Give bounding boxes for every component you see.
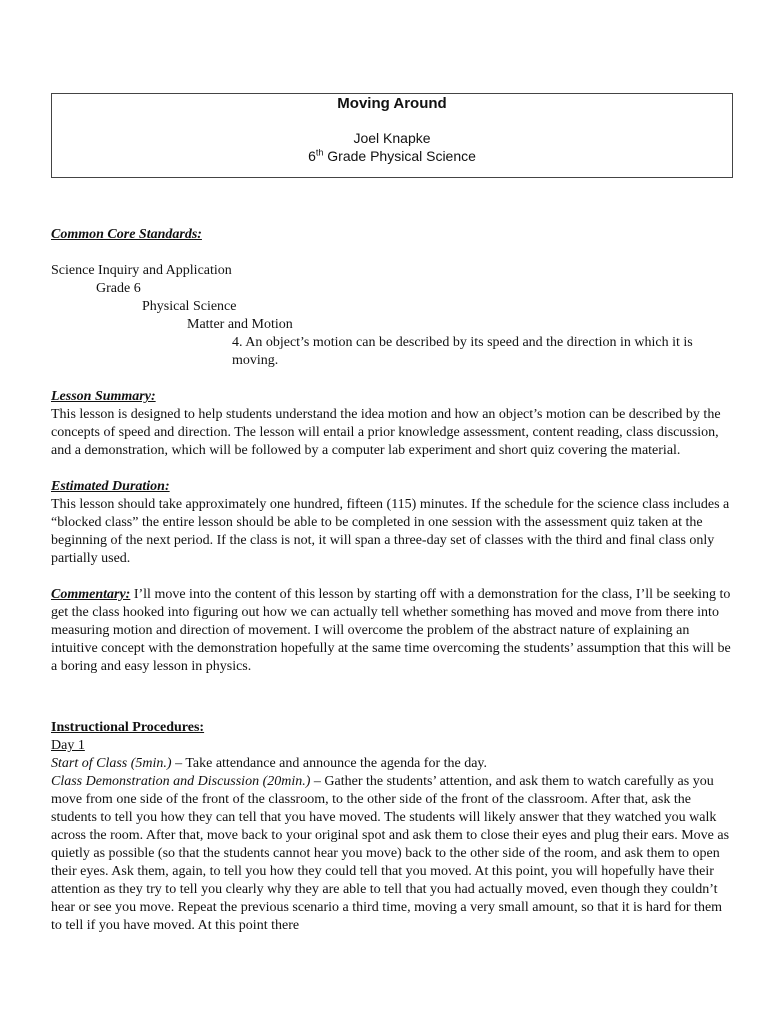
start-of-class-paragraph — [51, 755, 736, 773]
demonstration-text: – Gather the students’ attention, and ask them to watch carefully as you move from one side of the front of the classroom, to the other side of the front of the classroom. After that, ask the students to tell you how they can tell that you have moved. The students will likely answer that they watched you walk across the room. After that, move back to your original spot and ask them to close their eyes and plug their ears. Move as quietly as possible (so that the students cannot hear you move) back to the other side of the room, and ask them to open their eyes. Ask them, again, to tell you how they could tell that you moved. At this point, you will hopefully have their attention as they try to tell you clearly why they are able to tell that you had actually moved, even though they couldn’t hear or see you move. Repeat the previous scenario a third time, moving a very small amount, so that it is hard for them to tell if you have moved. At this point there — [51, 774, 730, 933]
document-title: Moving Around — [337, 95, 447, 112]
start-of-class-text: – Take attendance and announce the agenda for the day. — [171, 756, 488, 771]
author-name: Joel Knapke — [353, 130, 431, 146]
standards-heading: Common Core Standards: — [51, 227, 202, 242]
document-body — [51, 226, 736, 935]
duration-text: This lesson should take approximately one hundred, fifteen (115) minutes. If the schedule for the science class includes a “blocked class” the entire lesson should be able to be completed in one session with the assessment quiz taken at the beginning of the next period. If the class is not, it will span a three-day set of classes with the third and final class only partially used. — [51, 497, 730, 566]
course-grade-number: 6 — [308, 148, 316, 164]
standards-subtopic: Matter and Motion — [187, 317, 293, 332]
duration-heading: Estimated Duration: — [51, 479, 170, 494]
start-of-class-label: Start of Class (5min.) — [51, 756, 172, 771]
day-label: Day 1 — [51, 738, 85, 753]
demonstration-paragraph — [51, 773, 736, 935]
summary-text: This lesson is designed to help students understand the idea motion and how an object’s motion can be described by the concepts of speed and direction. The lesson will entail a prior knowledge assessment, content reading, class discussion, and a demonstration, which will be followed by a computer lab experiment and short quiz covering the material. — [51, 407, 721, 458]
procedures-heading: Instructional Procedures: — [51, 720, 205, 735]
course-name — [52, 147, 732, 165]
demonstration-label: Class Demonstration and Discussion (20min.) — [51, 774, 311, 789]
standards-topic: Physical Science — [142, 299, 237, 314]
standards-item: 4. An object’s motion can be described by its speed and the direction in which it is moving. — [232, 335, 693, 368]
course-subject: Grade Physical Science — [323, 148, 476, 164]
standards-grade: Grade 6 — [96, 281, 141, 296]
commentary-label: Commentary: — [51, 587, 131, 602]
summary-heading: Lesson Summary: — [51, 389, 156, 404]
course-grade-suffix: th — [315, 147, 324, 158]
title-box — [51, 93, 733, 178]
commentary-paragraph — [51, 586, 736, 676]
standards-strand: Science Inquiry and Application — [51, 263, 232, 278]
commentary-text: I’ll move into the content of this lesson by starting off with a demonstration for the class, I’ll be seeking to get the class hooked into figuring out how we can actually tell whether something has moved and move from there into measuring motion and direction of movement. I will overcome the problem of the abstract nature of explaining an intuitive concept with the demonstration hopefully at the same time overcoming the students’ assumption that this will be a boring and easy lesson in physics. — [51, 587, 731, 674]
